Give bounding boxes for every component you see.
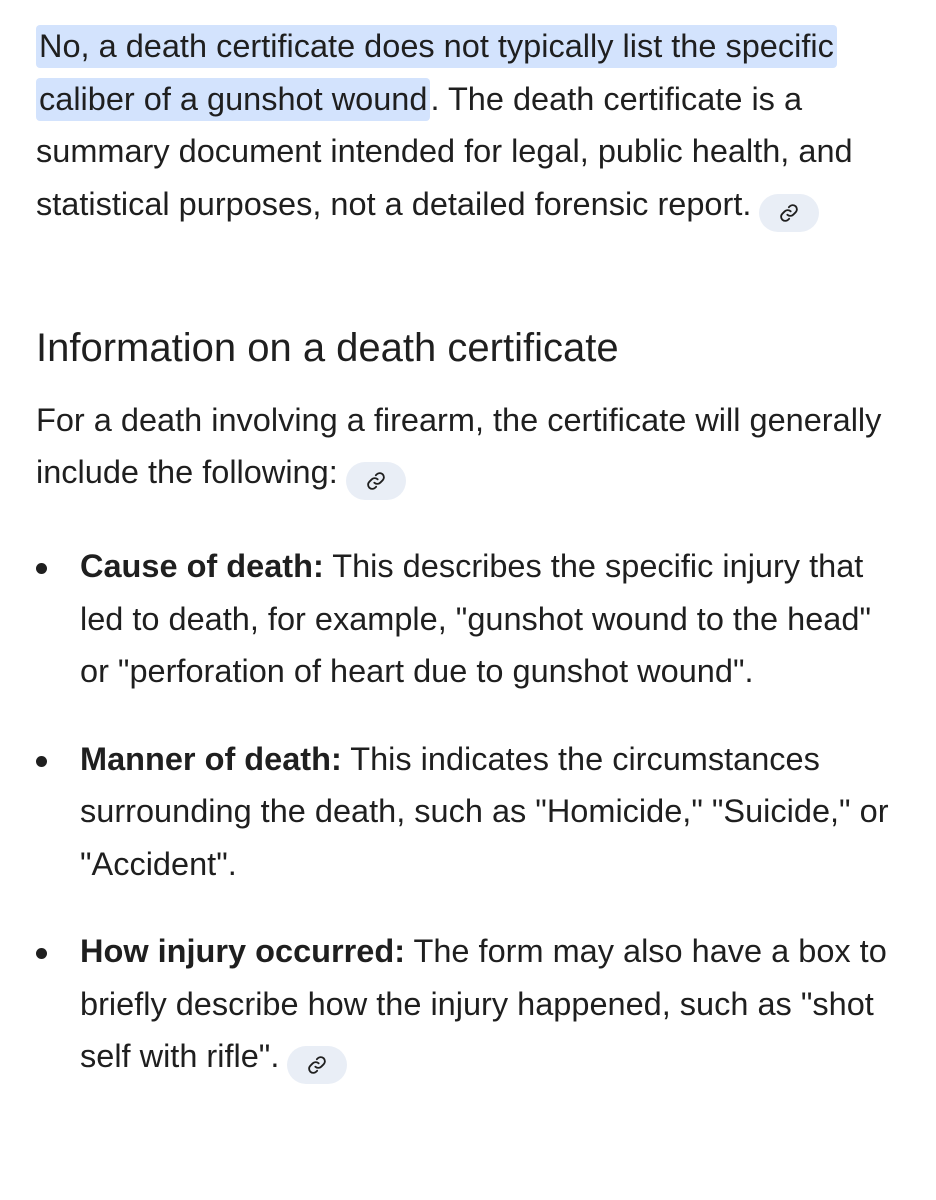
section-heading: Information on a death certificate [36,325,619,370]
list-item-term: Manner of death: [80,740,342,777]
list-item-term: How injury occurred: [80,933,406,969]
highlighted-answer[interactable]: No, a death certificate does not typically list the specific caliber of a gunshot wound [36,25,837,121]
list-item-text: This describes the specific injury that led to death, for example, "gunshot wound to the head" or "perforation of heart due to gunshot wound". [80,548,871,689]
link-icon [307,1055,327,1075]
list-item-text: The form may also have a box to briefly describe how the injury happened, such as "shot self with rifle". [80,933,887,1074]
bullet-icon [36,563,47,574]
info-list [36,540,906,1084]
list-item [36,540,906,698]
link-icon [779,203,799,223]
source-link-button[interactable] [287,1046,347,1084]
link-icon [366,471,386,491]
source-link-button[interactable] [759,194,819,232]
section-lead-text: For a death involving a firearm, the certificate will generally include the following: [36,401,882,490]
intro-paragraph [36,20,906,232]
list-item-term: Cause of death: [80,548,324,584]
response-content [36,20,906,1119]
bullet-icon [36,948,47,959]
source-link-button[interactable] [346,462,406,500]
list-item [36,925,906,1084]
section-lead [36,394,906,501]
bullet-icon [36,756,47,767]
list-item-text: This indicates the circumstances surrounding the death, such as "Homicide," "Suicide," or "Accident". [80,740,889,882]
intro-text: . The death certificate is a summary document intended for legal, public health, and statistical purposes, not a detailed forensic report. [36,80,853,222]
list-item [36,733,906,891]
